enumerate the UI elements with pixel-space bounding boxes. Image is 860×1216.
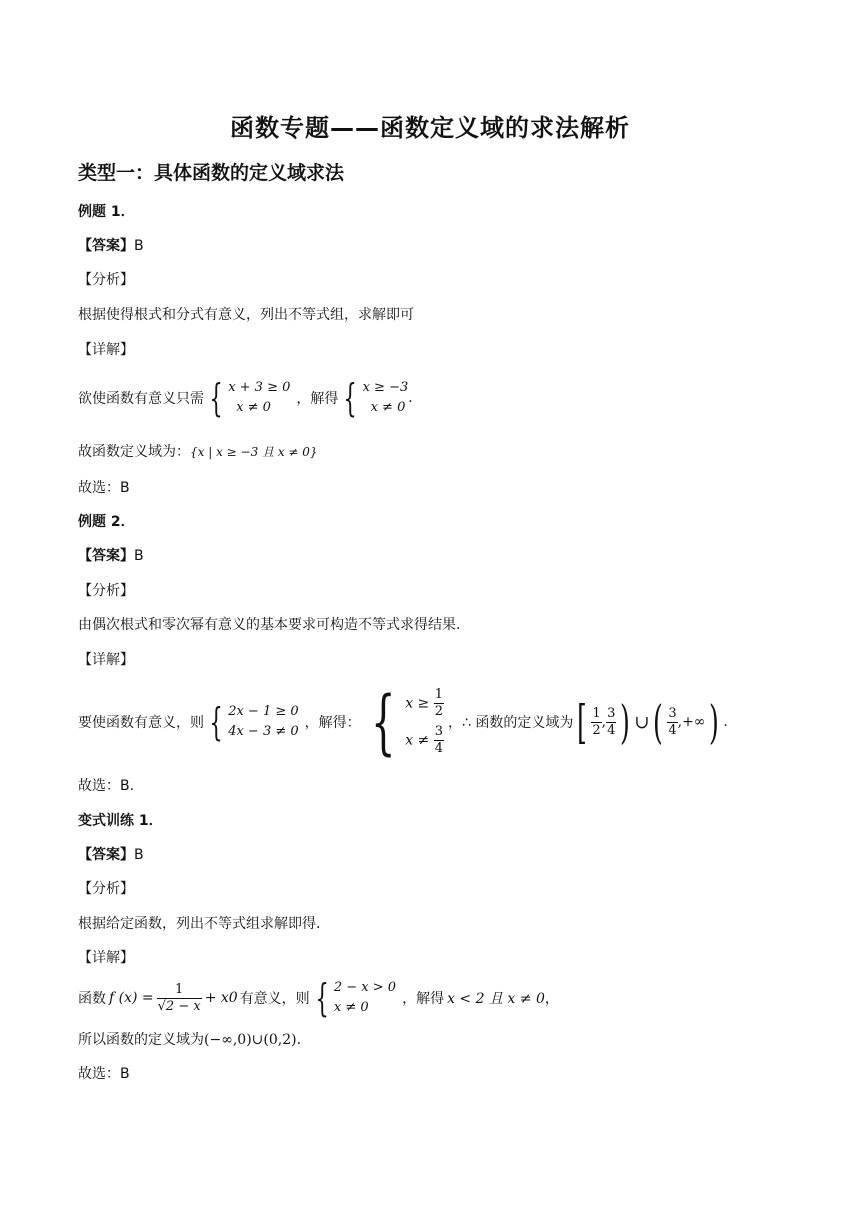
- system-row: x ≠ 0: [236, 400, 271, 415]
- system-row: x + 3 ≥ 0: [228, 380, 291, 395]
- example-1-analysis-label: 【分析】: [78, 272, 134, 288]
- detail-prefix: 要使函数有意义，则: [78, 715, 204, 731]
- period: .: [296, 1032, 302, 1048]
- period: .: [723, 714, 728, 730]
- example-2-detail-label: 【详解】: [78, 652, 134, 668]
- example-1-answer: [78, 236, 144, 256]
- exercise-1-detail-line: [78, 974, 559, 1022]
- left-paren: (: [653, 695, 664, 749]
- union-symbol: ∪: [634, 711, 650, 733]
- inequality-system-2: [363, 378, 409, 418]
- numerator: 3: [434, 724, 444, 739]
- answer-label: 【答案】: [78, 548, 134, 564]
- system-row: x ≠ 0: [333, 1000, 369, 1015]
- exercise-1-analysis-label: 【分析】: [78, 881, 134, 897]
- solve-text: ，解得：: [304, 715, 361, 731]
- example-1-detail-line: [78, 374, 413, 422]
- left-brace: {: [209, 700, 223, 744]
- fraction: [591, 706, 601, 739]
- left-brace: {: [315, 976, 329, 1020]
- example-1-heading: 例题 1．: [78, 204, 135, 220]
- system-row: 2x − 1 ≥ 0: [228, 704, 299, 719]
- denominator: 2: [592, 722, 601, 738]
- exercise-1-analysis-text: 根据给定函数，列出不等式组求解即得.: [78, 916, 321, 932]
- example-1-analysis-text: 根据使得根式和分式有意义，列出不等式组，求解即可: [78, 307, 414, 323]
- relation: x ≥: [405, 695, 430, 712]
- domain-prefix: 故函数定义域为：: [78, 444, 190, 460]
- numerator: 1: [592, 705, 601, 721]
- fraction: [434, 724, 444, 757]
- system-row: [405, 687, 444, 720]
- numerator: 1: [157, 982, 202, 999]
- page-title: 函数专题——函数定义域的求法解析: [230, 114, 630, 142]
- exercise-1-answer: [78, 845, 144, 865]
- fraction: [667, 706, 677, 739]
- example-2-analysis-text: 由偶次根式和零次幂有意义的基本要求可构造不等式求得结果.: [78, 617, 461, 633]
- system-row: x ≠ 0: [370, 400, 406, 415]
- comma: ，: [544, 991, 559, 1007]
- meaningful-text: 有意义，则: [239, 991, 310, 1007]
- numerator: 3: [607, 705, 616, 721]
- answer-label: 【答案】: [78, 847, 134, 863]
- function-prefix: 函数: [78, 991, 106, 1007]
- example-1-detail-label: 【详解】: [78, 342, 134, 358]
- inequality-system-2: [405, 687, 444, 757]
- left-bracket: [: [577, 695, 588, 749]
- left-brace: {: [343, 376, 358, 420]
- denominator: √2 − x: [157, 998, 201, 1014]
- function-tail: + x: [204, 990, 229, 1006]
- exercise-1-detail-label: 【详解】: [78, 950, 134, 966]
- example-1-choose: 故选：B: [78, 480, 130, 496]
- right-paren: ): [709, 695, 720, 749]
- domain-prefix: ，∴ 函数的定义域为: [448, 715, 574, 731]
- inequality-system-1: [228, 378, 290, 418]
- denominator: 4: [434, 741, 444, 756]
- example-2-choose: 故选：B.: [78, 778, 135, 794]
- solve-text: ，解得: [402, 991, 445, 1007]
- period: .: [408, 390, 413, 406]
- system-row: 2 − x > 0: [333, 980, 397, 995]
- numerator: 1: [434, 687, 444, 702]
- exercise-1-choose: 故选：B: [78, 1066, 130, 1082]
- result-expression: x < 2 且 x ≠ 0: [447, 991, 545, 1007]
- example-1-domain: [78, 442, 318, 462]
- fraction: [157, 982, 202, 1015]
- function-lhs: f (x) =: [109, 990, 154, 1006]
- answer-label: 【答案】: [78, 238, 134, 254]
- domain-prefix: 所以函数的定义域为: [78, 1032, 204, 1048]
- answer-value: B: [134, 238, 144, 254]
- domain-expression: {x | x ≥ −3 且 x ≠ 0}: [190, 445, 318, 459]
- left-brace: {: [370, 681, 396, 763]
- system-row: [405, 724, 444, 757]
- system-row: 4x − 3 ≠ 0: [228, 724, 299, 739]
- denominator: 2: [434, 704, 444, 719]
- detail-prefix: 欲使函数有意义只需: [78, 391, 204, 407]
- exercise-1-domain: [78, 1030, 301, 1050]
- infinity: ,+∞: [677, 714, 706, 730]
- answer-value: B: [134, 847, 144, 863]
- comma: ,: [601, 714, 607, 730]
- solve-text: ，解得: [296, 391, 339, 407]
- numerator: 3: [668, 705, 677, 721]
- example-2-answer: [78, 546, 144, 566]
- relation: x ≠: [405, 732, 430, 749]
- denominator: 4: [668, 722, 677, 738]
- fraction: [606, 706, 616, 739]
- answer-value: B: [134, 548, 144, 564]
- example-2-detail-line: [78, 682, 728, 762]
- left-brace: {: [209, 376, 223, 420]
- example-2-heading: 例题 2．: [78, 514, 135, 530]
- right-paren: ): [620, 695, 631, 749]
- example-2-analysis-label: 【分析】: [78, 583, 134, 599]
- inequality-system: [334, 978, 396, 1018]
- inequality-system-1: [228, 702, 298, 742]
- system-row: x ≥ −3: [362, 380, 409, 395]
- domain-expression: (−∞,0)∪(0,2): [204, 1032, 297, 1048]
- exponent: 0: [228, 990, 238, 1006]
- exercise-1-heading: 变式训练 1．: [78, 813, 163, 829]
- section-heading: 类型一：具体函数的定义域求法: [78, 162, 345, 184]
- fraction: [434, 687, 444, 720]
- denominator: 4: [607, 722, 616, 738]
